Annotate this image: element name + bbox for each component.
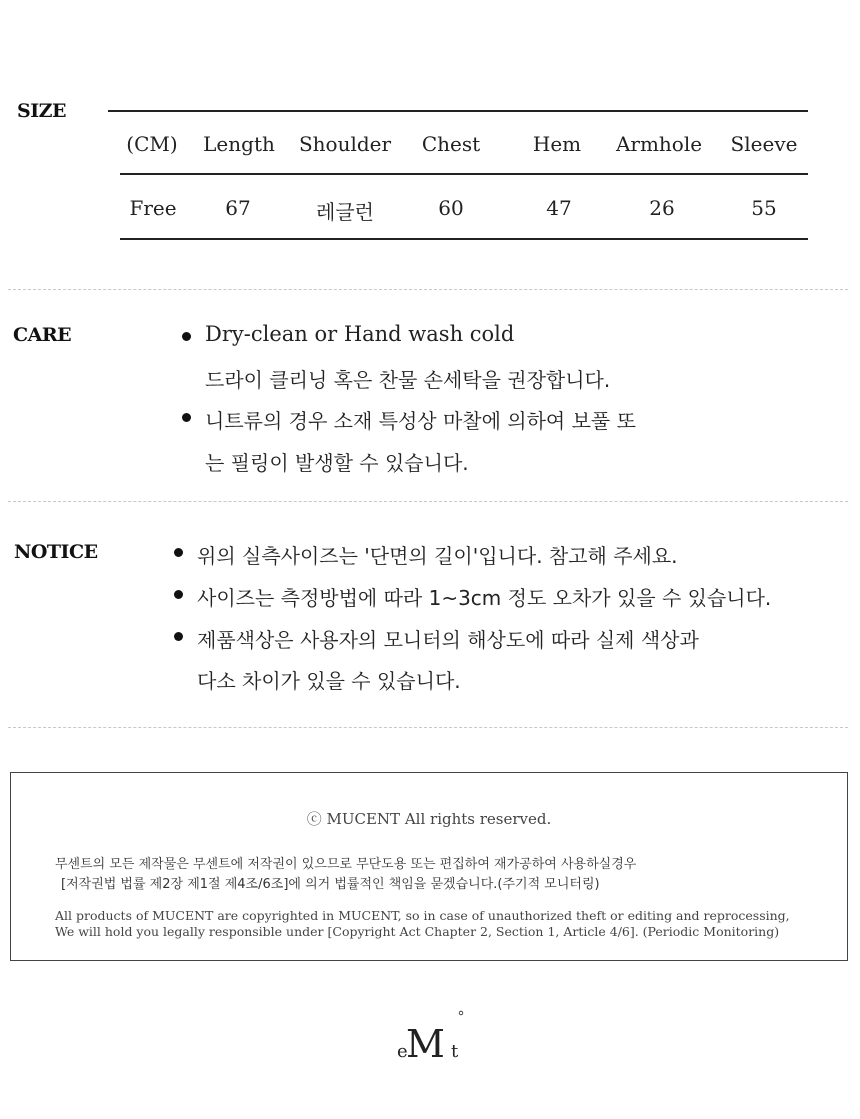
size-value-length: 67 bbox=[225, 196, 251, 220]
care-item-2-line2: 는 필링이 발생할 수 있습니다. bbox=[205, 451, 469, 475]
size-header-sleeve: Sleeve bbox=[730, 132, 798, 156]
size-table-middle-rule bbox=[120, 173, 808, 175]
size-header-shoulder: Shoulder bbox=[298, 132, 392, 156]
mucent-monogram-logo bbox=[395, 1005, 475, 1065]
svg-text:M: M bbox=[406, 1022, 445, 1065]
size-header-hem: Hem bbox=[532, 132, 582, 156]
copyright-korean-line2: [저작권법 법률 제2장 제1절 제4조/6조]에 의거 법률적인 책임을 묻겠습니다.(주기적 모니터링) bbox=[61, 877, 600, 892]
copyright-korean-line1: 무센트의 모든 제작물은 무센트에 저작권이 있으므로 무단도용 또는 편집하여 재가공하여 사용하실경우 bbox=[55, 857, 637, 872]
notice-item-2: 사이즈는 측정방법에 따라 1~3cm 정도 오차가 있을 수 있습니다. bbox=[197, 586, 772, 610]
care-item-1-line1: Dry-clean or Hand wash cold bbox=[205, 322, 515, 346]
size-value-free: Free bbox=[129, 196, 177, 220]
size-table-data-row bbox=[120, 196, 808, 236]
size-section-label: SIZE bbox=[17, 100, 66, 122]
bullet-dot bbox=[182, 413, 191, 422]
size-value-shoulder: 레글런 bbox=[316, 200, 374, 224]
size-value-hem: 47 bbox=[546, 196, 572, 220]
copyright-english-line1: All products of MUCENT are copyrighted in MUCENT, so in case of unauthorized theft or editing and reprocessing, bbox=[55, 908, 790, 923]
size-value-chest: 60 bbox=[438, 196, 464, 220]
bullet-dot bbox=[182, 332, 191, 341]
notice-section-label: NOTICE bbox=[14, 541, 98, 563]
copyright-notice-box bbox=[10, 772, 848, 961]
care-item-1-line2: 드라이 클리닝 혹은 찬물 손세탁을 권장합니다. bbox=[205, 368, 611, 392]
size-header-unit: (CM) bbox=[126, 132, 178, 156]
size-table-header-row bbox=[120, 132, 808, 172]
size-header-length: Length bbox=[203, 132, 275, 156]
copyright-english-line2: We will hold you legally responsible under [Copyright Act Chapter 2, Section 1, Article 4/6]. (Periodic Monitoring) bbox=[55, 924, 780, 939]
size-header-armhole: Armhole bbox=[615, 132, 703, 156]
notice-item-3-line2: 다소 차이가 있을 수 있습니다. bbox=[197, 669, 461, 693]
bullet-dot bbox=[174, 548, 183, 557]
care-item-2-line1: 니트류의 경우 소재 특성상 마찰에 의하여 보풀 또 bbox=[205, 409, 636, 433]
size-header-chest: Chest bbox=[421, 132, 481, 156]
bullet-dot bbox=[174, 590, 183, 599]
section-divider bbox=[8, 289, 848, 290]
notice-item-3-line1: 제품색상은 사용자의 모니터의 해상도에 따라 실제 색상과 bbox=[197, 628, 699, 652]
svg-text:t: t bbox=[451, 1041, 459, 1062]
copyright-title: ⓒ MUCENT All rights reserved. bbox=[306, 810, 552, 828]
size-value-armhole: 26 bbox=[649, 196, 675, 220]
section-divider bbox=[8, 501, 848, 502]
size-table-top-rule bbox=[108, 110, 808, 112]
svg-text:e: e bbox=[397, 1041, 408, 1062]
bullet-dot bbox=[174, 632, 183, 641]
logo-icon bbox=[395, 1005, 475, 1065]
notice-item-1: 위의 실측사이즈는 '단면의 길이'입니다. 참고해 주세요. bbox=[197, 544, 678, 568]
care-section-label: CARE bbox=[13, 324, 72, 346]
size-table-bottom-rule bbox=[120, 238, 808, 240]
section-divider bbox=[8, 727, 848, 728]
size-value-sleeve: 55 bbox=[751, 196, 777, 220]
